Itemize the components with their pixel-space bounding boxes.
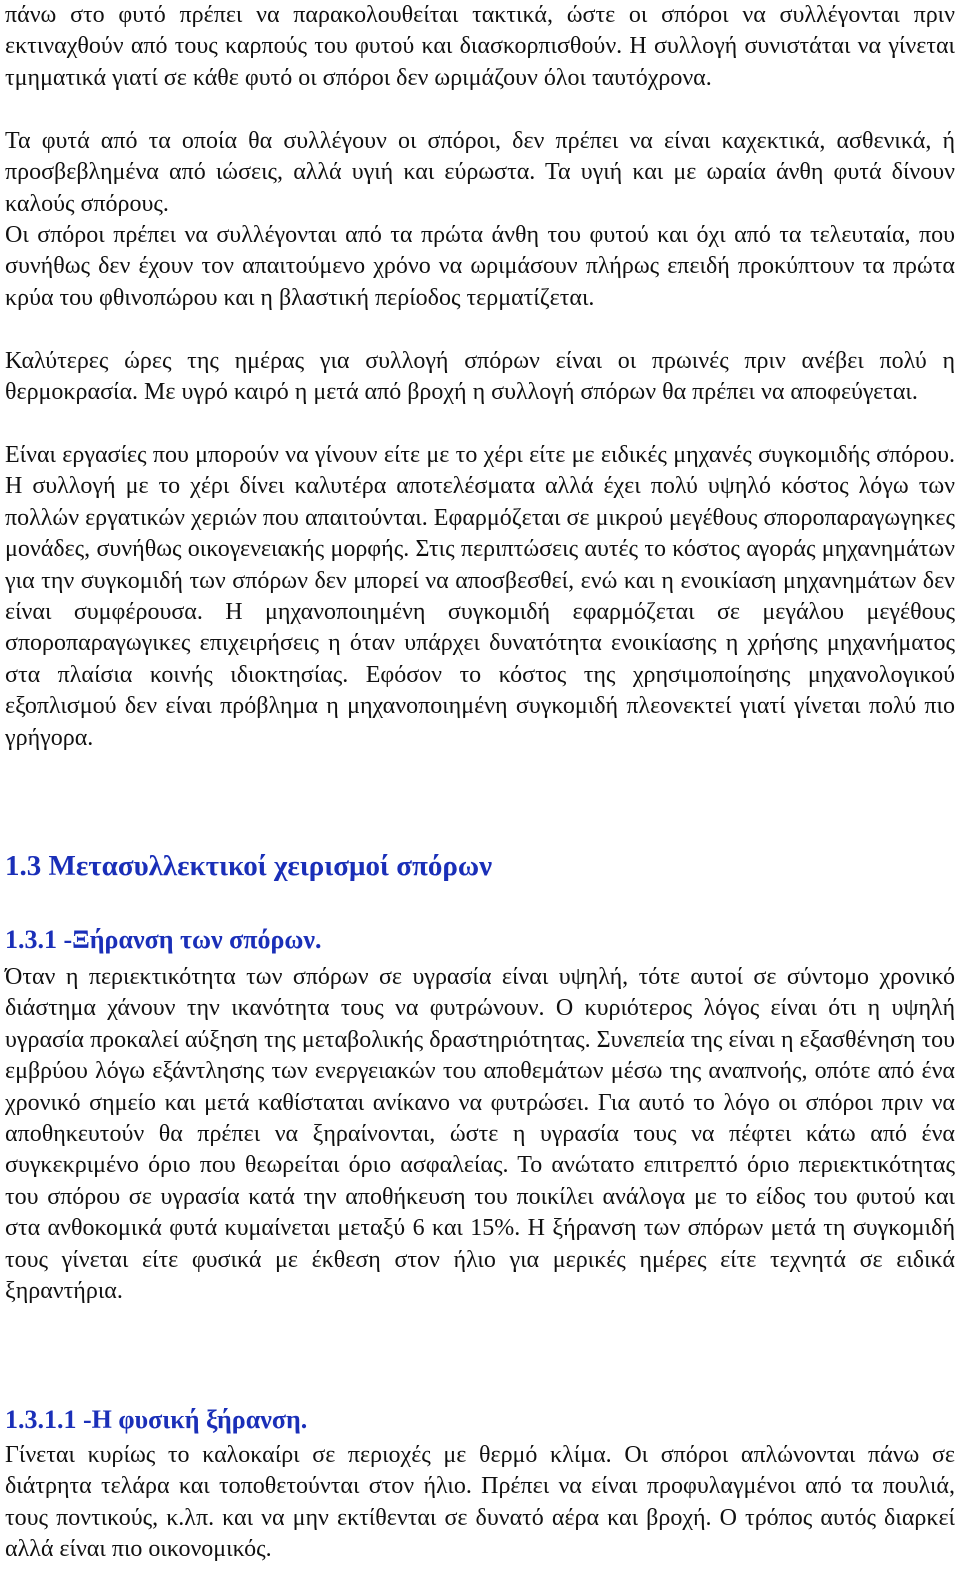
paragraph-healthy-plants: Τα φυτά από τα οποία θα συλλέγουν οι σπόροι, δεν πρέπει να είναι καχεκτικά, ασθενικά, ή προσβεβλημένα από ιώσεις, αλλά υγιή και εύρωστα. Τα υγιή και με ωραία άνθη φυτά δίνουν καλούς σπόρους. (5, 128, 955, 217)
paragraph-best-hours: Καλύτερες ώρες της ημέρας για συλλογή σπόρων είναι οι πρωινές πριν ανέβει πολύ η θερμοκρασία. Με υγρό καιρό η μετά από βροχή η συλλογή σπόρων θα πρέπει να αποφεύγεται. (5, 348, 955, 406)
subsection-heading-seed-drying: 1.3.1 -Ξήρανση των σπόρων. (5, 925, 322, 954)
paragraph-natural-drying: Γίνεται κυρίως το καλοκαίρι σε περιοχές με θερμό κλίμα. Οι σπόροι απλώνονται πάνω σε διάτρητα τελάρα και τοποθετούνται στον ήλιο. Πρέπει να είναι προφυλαγμένοι από τα πουλιά, τους ποντικούς, κ.λπ. και να μην εκτίθενται σε δυνατό αέρα και βροχή. Ο τρόπος αυτός διαρκεί αλλά είναι πιο οικονομικός. (5, 1442, 955, 1563)
paragraph-harvest-methods: Είναι εργασίες που μπορούν να γίνουν είτε με το χέρι είτε με ειδικές μηχανές συγκομιδής σπόρου. Η συλλογή με το χέρι δίνει καλυτέρα αποτελέσματα αλλά έχει πολύ υψηλό κόστος λόγω των πολλών εργατικών χεριών που απαιτούνται. Εφαρμόζεται σε μικρού μεγέθους σποροπαραγωγηκες μονάδες, συνήθως οικογενειακής μορφής. Στις περιπτώσεις αυτές το κόστος αγοράς μηχανημάτων για την συγκομιδή των σπόρων δεν μπορεί να αποσβεσθεί, ενώ και η ενοικίαση μηχανημάτων δεν είναι συμφέρουσα. Η μηχανοποιημένη συγκομιδή εφαρμόζεται σε μεγάλου μεγέθους σποροπαραγωγικες επιχειρήσεις η όταν υπάρχει δυνατότητα ενοικίασης η χρήσης μηχανήματος στα πλαίσια κοινής ιδιοκτησίας. Εφόσον το κόστος της χρησιμοποίησης μηχανολογικού εξοπλισμού δεν είναι πρόβλημα η μηχανοποιημένη συγκομιδή πλεονεκτεί γιατί γίνεται πολύ πιο γρήγορα. (5, 442, 955, 751)
paragraph-seed-drying: Όταν η περιεκτικότητα των σπόρων σε υγρασία είναι υψηλή, τότε αυτοί σε σύντομο χρονικό διάστημα χάνουν την ικανότητα τους να φυτρώνουν. Ο κυριότερος λόγος είναι ότι η υψηλή υγρασία προκαλεί αύξηση της μεταβολικής δραστηριότητας. Συνεπεία της είναι η εξασθένηση του εμβρύου λόγω εξάντλησης των ενεργειακών του αποθεμάτων μέσω της αναπνοής, οπότε από ένα χρονικό σημείο και μετά καθίσταται ανίκανο να φυτρώσει. Για αυτό το λόγο οι σπόροι πριν να αποθηκευτούν θα πρέπει να ξηραίνονται, ώστε η υγρασία τους να πέφτει κάτω από ένα συγκεκριμένο όριο που θεωρείται όριο ασφαλείας. Το ανώτατο επιτρεπτό όριο περιεκτικότητας του σπόρου σε υγρασία κατά την αποθήκευση του ποικίλει ανάλογα με το είδος του φυτού και στα ανθοκομικά φυτά κυμαίνεται μεταξύ 6 και 15%. Η ξήρανση των σπόρων μετά τη συγκομιδή τους γίνεται είτε φυσικά με έκθεση στον ήλιο για μερικές ημέρες είτε τεχνητά σε ειδικά ξηραντήρια. (5, 964, 955, 1305)
section-heading-post-harvest: 1.3 Μετασυλλεκτικοί χειρισμοί σπόρων (5, 850, 493, 882)
subsubsection-heading-natural-drying: 1.3.1.1 -Η φυσική ξήρανση. (5, 1405, 308, 1434)
paragraph-seed-monitoring: πάνω στο φυτό πρέπει να παρακολουθείται τακτικά, ώστε οι σπόροι να συλλέγονται πριν εκτιναχθούν από τους καρπούς του φυτού και διασκορπισθούν. Η συλλογή συνιστάται να γίνεται τμηματικά γιατί σε κάθε φυτό οι σπόροι δεν ωριμάζουν όλοι ταυτόχρονα. (5, 2, 955, 91)
paragraph-first-flowers: Οι σπόροι πρέπει να συλλέγονται από τα πρώτα άνθη του φυτού και όχι από τα τελευταία, που συνήθως δεν έχουν τον απαιτούμενο χρόνο να ωριμάσουν πλήρως επειδή προκύπτουν τα πρώτα κρύα του φθινοπώρου και η βλαστική περίοδος τερματίζεται. (5, 222, 955, 311)
